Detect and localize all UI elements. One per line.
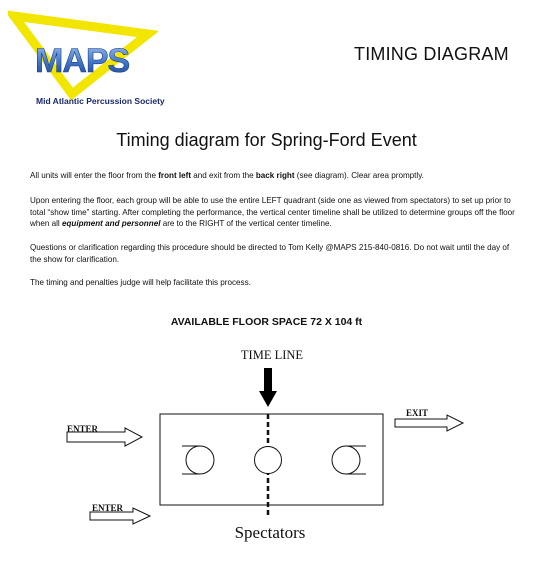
floor-space-heading: AVAILABLE FLOOR SPACE 72 X 104 ft xyxy=(170,316,363,328)
time-line-label: TIME LINE xyxy=(240,348,304,362)
exit-label: EXIT xyxy=(406,408,429,418)
floor-diagram xyxy=(0,338,533,568)
paragraph-setup-rules: Upon entering the floor, each group will be able to use the entire LEFT quadrant (side one as viewed from spectators) to set up prior to total “show time” starting. After completing the performance, the vertical center timeline shall be utilized to determine groups off the floor when all equipment and personnel are to the RIGHT of the vertical center timeline. xyxy=(30,196,515,228)
logo-tagline: Mid Atlantic Percussion Society xyxy=(36,96,165,106)
center-circle-icon xyxy=(255,447,282,474)
paragraph-entry-exit: All units will enter the floor from the front left and exit from the back right (see diagram). Clear area promptly. xyxy=(30,171,424,180)
enter-label-1: ENTER xyxy=(67,424,99,434)
time-line-arrow-icon xyxy=(259,368,277,407)
maps-logo xyxy=(8,10,158,110)
header-title: TIMING DIAGRAM xyxy=(354,44,509,64)
paragraph-judge: The timing and penalties judge will help facilitate this process. xyxy=(30,278,251,287)
paragraph-questions: Questions or clarification regarding this procedure should be directed to Tom Kelly @MAPS 215-840-0816. Do not wait until the day of the show for clarification. xyxy=(30,243,510,264)
enter-label-2: ENTER xyxy=(92,503,124,513)
document-title: Timing diagram for Spring-Ford Event xyxy=(116,130,417,150)
spectators-label: Spectators xyxy=(234,523,306,542)
logo-text: MAPS xyxy=(35,42,130,80)
